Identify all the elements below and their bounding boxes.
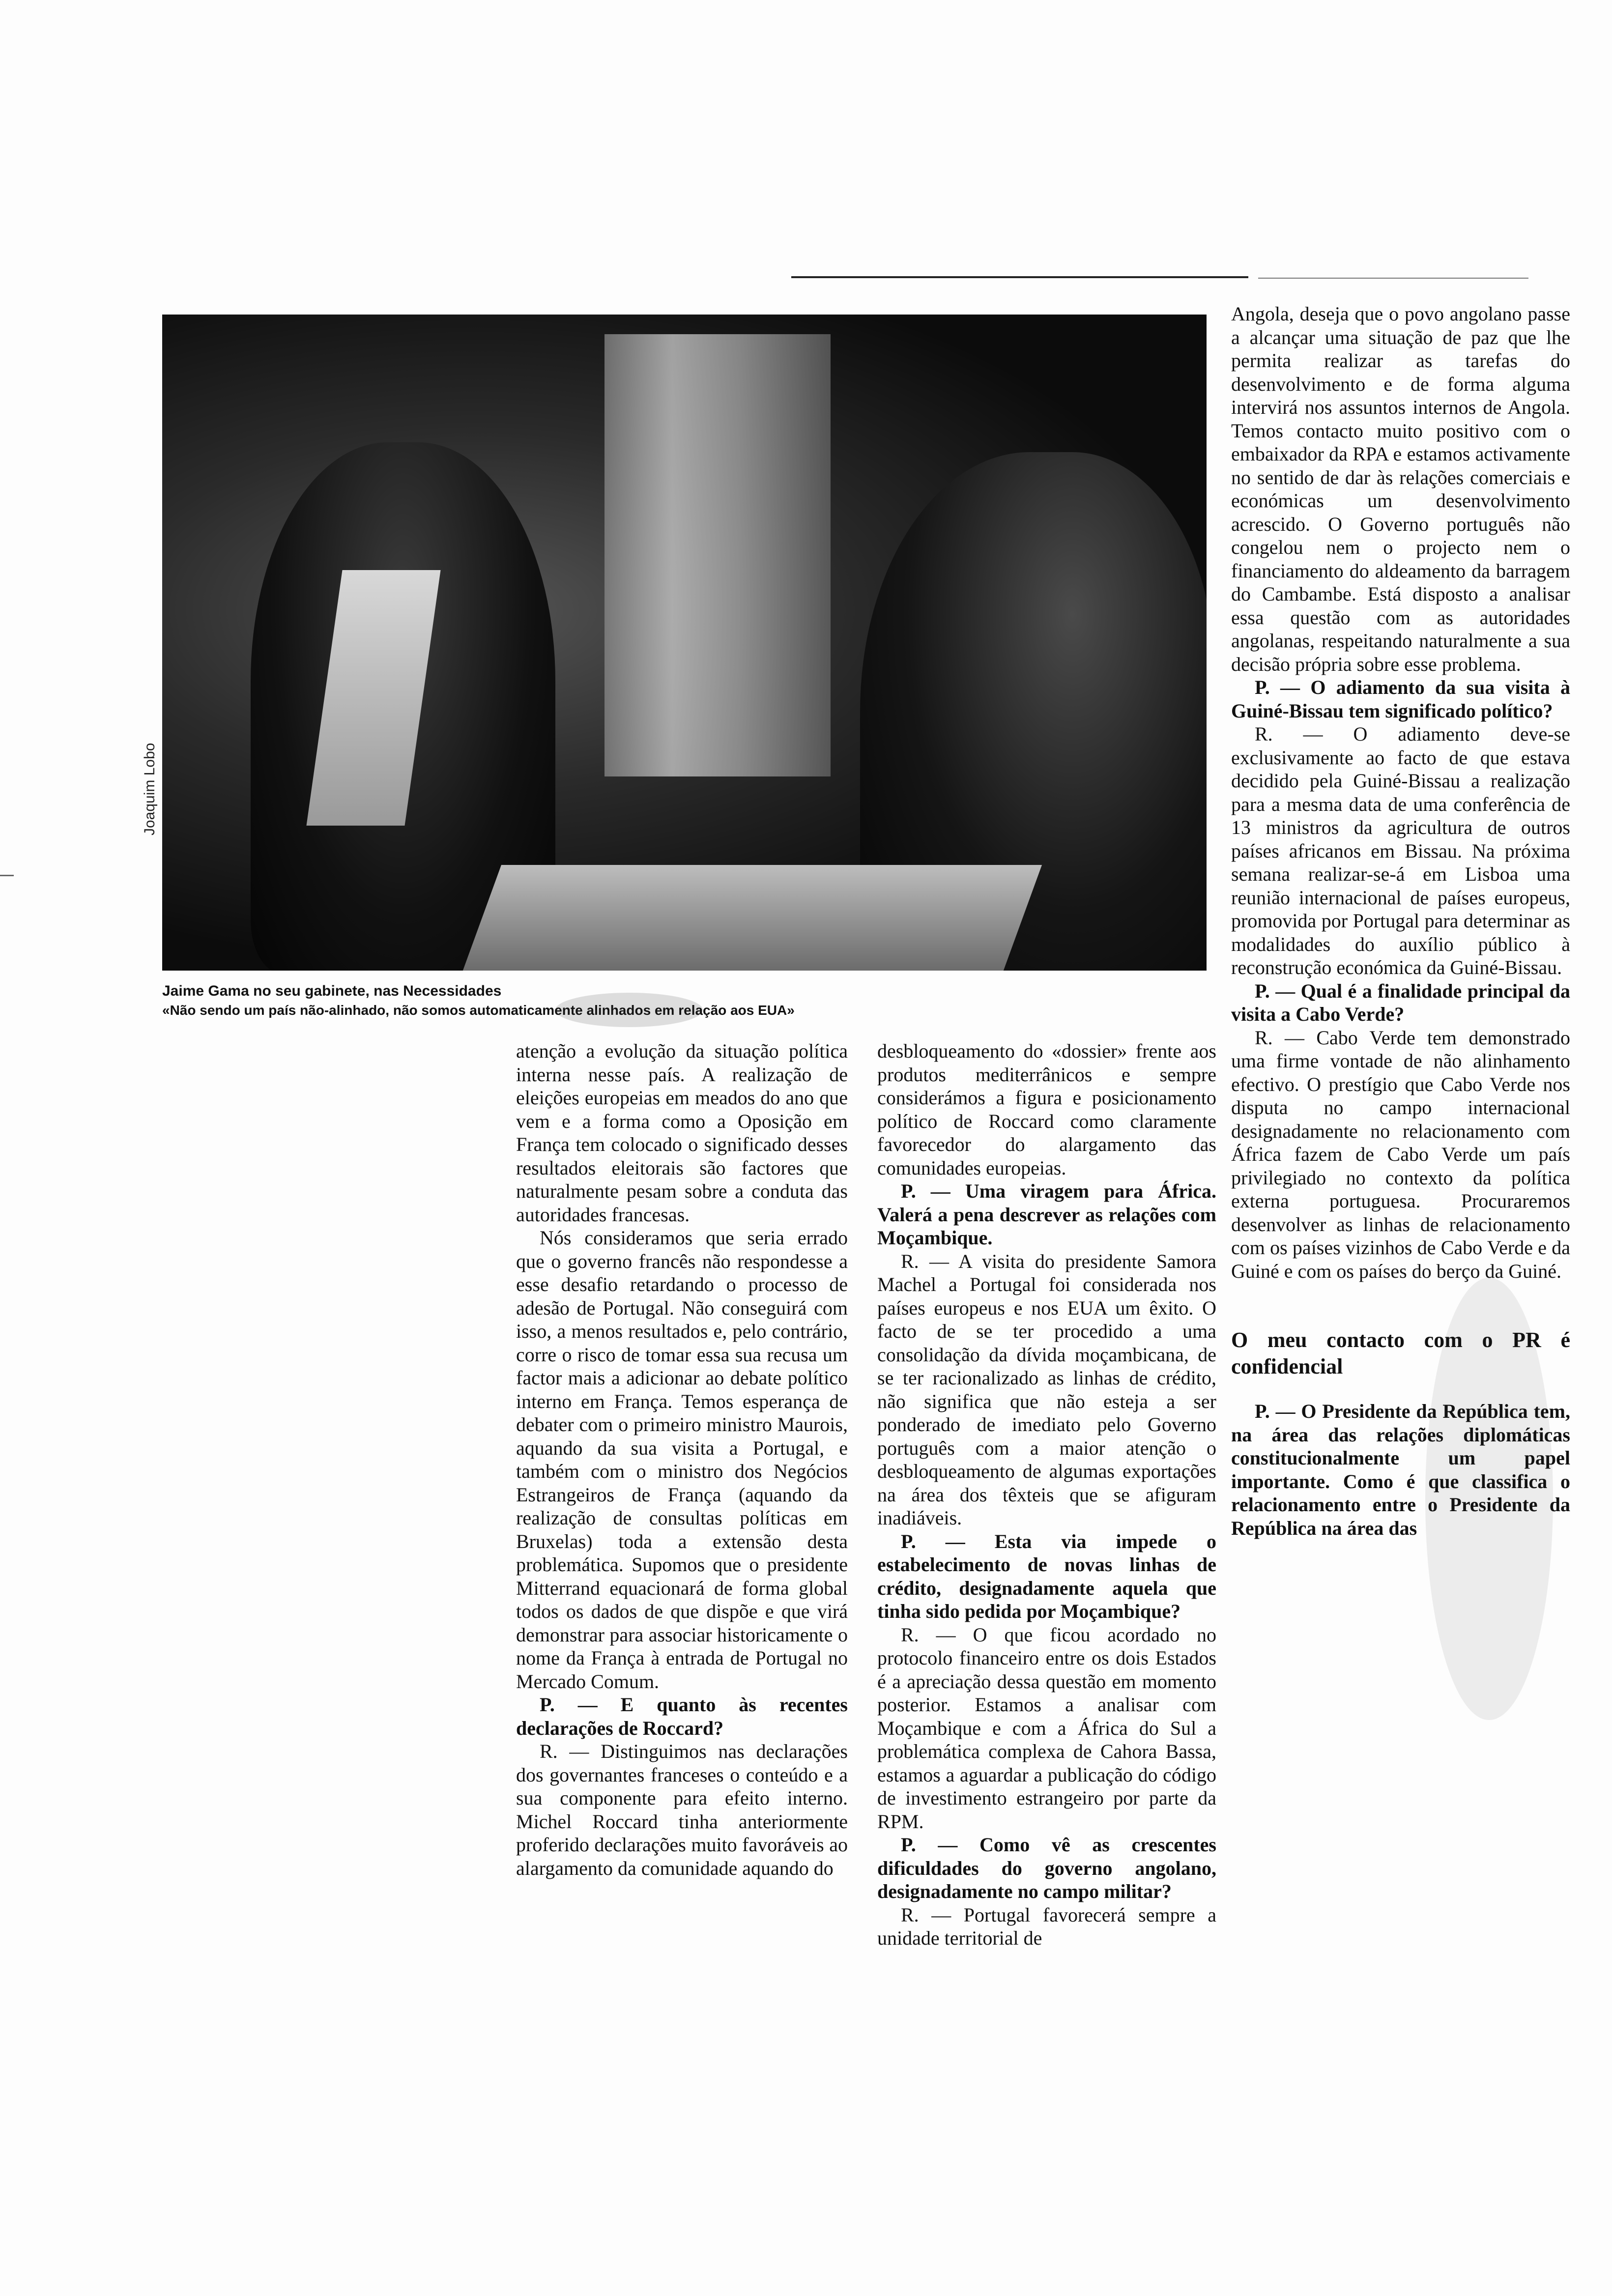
article-column-1 <box>516 1039 848 1880</box>
paragraph-text: R. — Distinguimos nas declarações dos governantes franceses o conteúdo e a sua componente para efeito interno. Michel Roccard tinha anteriormente proferido declarações muito favoráveis ao alargamento da comunidade aquando do <box>516 1740 848 1879</box>
answer-paragraph <box>877 1250 1216 1530</box>
photo-credit: Joaquim Lobo <box>142 743 158 835</box>
answer-paragraph <box>877 1903 1216 1950</box>
question-paragraph <box>516 1693 848 1740</box>
paragraph-text: R. — O que ficou acordado no protocolo financeiro entre os dois Estados é a apreciação dessa questão em momento posterior. Estamos a analisar com Moçambique e com a África do Sul a problemática complexa de Cahora Bassa, estamos a aguardar a publicação do código de investimento estrangeiro por parte da RPM. <box>877 1623 1216 1833</box>
photo-caption-title: Jaime Gama no seu gabinete, nas Necessidades <box>162 983 502 999</box>
question-text: P. — O Presidente da República tem, na área das relações diplomáticas constitucionalmente um papel importante. Como é que classifica o relacionamento entre o Presidente da República na área das <box>1231 1400 1570 1539</box>
header-rule-short <box>1258 278 1528 279</box>
answer-paragraph <box>516 1226 848 1693</box>
photo-table <box>462 865 1042 971</box>
subheading: O meu contacto com o PR é confidencial <box>1231 1328 1570 1378</box>
paragraph-text: Angola, deseja que o povo angolano passe a alcançar uma situação de paz que lhe permita realizar as tarefas do desenvolvimento e de forma alguma intervirá nos assuntos internos de Angola. Temos contacto muito positivo com o embaixador da RPA e estamos activamente no sentido de dar às relações comerciais e económicas um desenvolvimento acrescido. O Governo português não congelou nem o projecto nem o financiamento do aldeamento da barragem do Cambambe. Está disposto a analisar essa questão com as autoridades angolanas, respeitando naturalmente a sua decisão própria sobre esse problema. <box>1231 303 1570 675</box>
question-paragraph <box>1231 676 1570 722</box>
article-column-2 <box>877 1039 1216 1950</box>
answer-paragraph <box>516 1039 848 1226</box>
paragraph-text: desbloqueamento do «dossier» frente aos produtos mediterrânicos e sempre considerámos a figura e posicionamento político de Roccard como claramente favorecedor do alargamento das comunidades europeias. <box>877 1040 1216 1179</box>
answer-paragraph <box>877 1623 1216 1834</box>
question-paragraph <box>1231 979 1570 1026</box>
question-text: P. — E quanto às recentes declarações de Roccard? <box>516 1693 848 1739</box>
paragraph-text: R. — Portugal favorecerá sempre a unidade territorial de <box>877 1903 1216 1949</box>
answer-paragraph <box>1231 722 1570 979</box>
question-text: P. — Como vê as crescentes dificuldades do governo angolano, designadamente no campo militar? <box>877 1834 1216 1902</box>
paragraph-text: R. — A visita do presidente Samora Machel a Portugal foi considerada nos países europeus e nos EUA um êxito. O facto de se ter procedido a uma consolidação da dívida moçambicana, de se ter racionalizado as linhas de crédito, não significa que não esteja a ser ponderado de imediato pelo Governo português com a maior atenção o desbloqueamento de algumas exportações na área dos têxteis que se afiguram inadiáveis. <box>877 1250 1216 1529</box>
paragraph-text: Nós consideramos que seria errado que o governo francês não respondesse a esse desafio retardando o processo de adesão de Portugal. Não conseguirá com isso, a menos resultados e, pelo contrário, corre o risco de tomar essa sua recusa um factor mais a adicionar ao debate político interno em França. Temos esperança de debater com o primeiro ministro Maurois, aquando da sua visita a Portugal, e também com o ministro dos Negócios Estrangeiros de França (aquando da realização de consultas políticas em Bruxelas) toda a extensão desta problemática. Supomos que o presidente Mitterrand equacionará de forma global todos os dados de que dispõe e que virá demonstrar para associar historicamente o nome da França à entrada de Portugal no Mercado Comum. <box>516 1227 848 1693</box>
question-paragraph <box>877 1833 1216 1903</box>
answer-paragraph <box>516 1740 848 1880</box>
scan-smudge <box>555 993 703 1027</box>
article-photo <box>162 315 1207 971</box>
question-text: P. — Qual é a finalidade principal da visita a Cabo Verde? <box>1231 979 1570 1025</box>
question-text: P. — O adiamento da sua visita à Guiné-Bissau tem significado político? <box>1231 676 1570 722</box>
question-text: P. — Uma viragem para África. Valerá a pena descrever as relações com Moçambique. <box>877 1180 1216 1249</box>
question-paragraph <box>877 1530 1216 1623</box>
answer-paragraph <box>1231 302 1570 676</box>
answer-paragraph <box>1231 1026 1570 1283</box>
question-text: P. — Esta via impede o estabelecimento de novas linhas de crédito, designadamente aquela que tinha sido pedida por Moçambique? <box>877 1530 1216 1622</box>
photo-caption-quote: «Não sendo um país não-alinhado, não somos automaticamente alinhados em relação aos EUA» <box>162 1003 795 1018</box>
page-mark <box>0 875 14 876</box>
header-rule <box>791 276 1248 278</box>
paragraph-text: R. — Cabo Verde tem demonstrado uma firme vontade de não alinhamento efectivo. O prestígio que Cabo Verde nos disputa no campo internacional designadamente no relacionamento com África fazem de Cabo Verde um país privilegiado no contexto da política externa portuguesa. Procuraremos desenvolver as linhas de relacionamento com os países vizinhos de Cabo Verde e da Guiné e com os países do berço da Guiné. <box>1231 1026 1570 1282</box>
answer-paragraph <box>877 1039 1216 1179</box>
paragraph-text: R. — O adiamento deve-se exclusivamente ao facto de que estava decidido pela Guiné-Bissau a realização para a mesma data de uma conferência de 13 ministros da agricultura de outros países africanos em Bissau. Na próxima semana realizar-se-á em Lisboa uma reunião internacional de países europeus, promovida por Portugal para determinar as modalidades do auxílio público à reconstrução económica da Guiné-Bissau. <box>1231 723 1570 978</box>
scan-smudge <box>1425 1278 1553 1720</box>
photo-window <box>604 334 831 776</box>
question-paragraph <box>877 1179 1216 1250</box>
paragraph-text: atenção a evolução da situação política interna nesse país. A realização de eleições europeias em meados do ano que vem e a forma como a Oposição em França tem colocado o significado desses resultados eleitorais são factores que naturalmente pesam sobre a conduta das autoridades francesas. <box>516 1040 848 1226</box>
